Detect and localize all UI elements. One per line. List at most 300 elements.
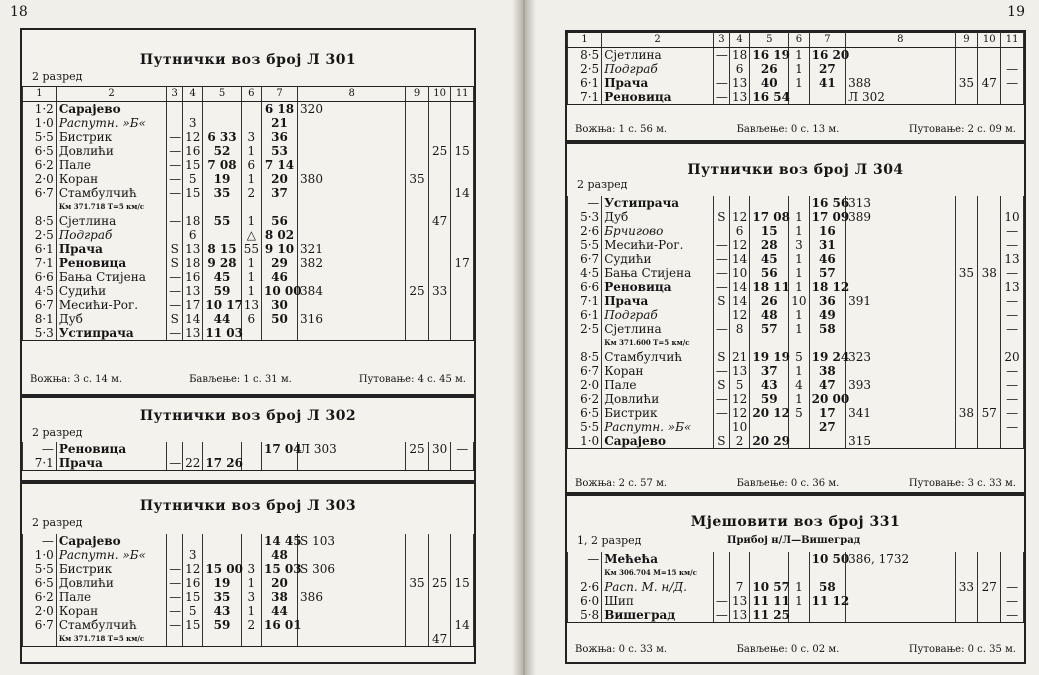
table-cell: 1 (789, 580, 810, 594)
table-row (23, 102, 474, 117)
table-cell (241, 456, 261, 471)
table-cell: 16 20 (809, 48, 845, 63)
table-cell: 4·5 (23, 284, 57, 298)
table-cell (789, 434, 810, 449)
table-cell (846, 608, 955, 623)
table-cell: 25 (406, 442, 429, 456)
table-cell: 58 (809, 580, 845, 594)
table-cell (789, 608, 810, 623)
station-name: Бања Стијена (56, 270, 166, 284)
table-cell (183, 534, 203, 548)
table-cell (451, 298, 474, 312)
table-cell: 1 (241, 270, 261, 284)
table-cell (809, 608, 845, 623)
table-cell (1001, 336, 1024, 350)
table-cell (451, 172, 474, 186)
table-cell: 50 (261, 312, 297, 326)
table-cell (406, 144, 429, 158)
station-name: Распутн. »Б« (56, 548, 166, 562)
stop-time: Бављење: 1 с. 31 м. (189, 374, 292, 385)
table-cell (978, 210, 1001, 224)
table-cell: 1 (789, 266, 810, 280)
table-cell: 56 (750, 266, 789, 280)
table-cell: — (167, 284, 183, 298)
table-cell: 6 18 (261, 102, 297, 117)
table-cell (451, 102, 474, 117)
table-row (568, 336, 1024, 350)
column-header: 9 (406, 87, 429, 102)
station-name: Км 306.704 M=15 км/с (602, 566, 714, 580)
table-cell: 18 12 (809, 280, 845, 294)
column-header: 9 (955, 33, 978, 48)
table-cell: 316 (298, 312, 406, 326)
station-name: Пале (56, 590, 166, 604)
table-cell (451, 590, 474, 604)
table-cell: — (1001, 420, 1024, 434)
table-cell (955, 378, 978, 392)
table-cell: — (167, 298, 183, 312)
table-cell: — (1001, 594, 1024, 608)
table-cell: 8·5 (23, 214, 57, 228)
table-cell: 27 (809, 62, 845, 76)
table-cell: — (167, 562, 183, 576)
station-name: Подграб (56, 228, 166, 242)
table-cell: 5·5 (568, 420, 602, 434)
train-class: 2 разред (32, 70, 83, 83)
table-cell: 6 (241, 158, 261, 172)
table-row (23, 312, 474, 326)
station-name: Дуб (56, 312, 166, 326)
table-cell: Л 303 (298, 442, 406, 456)
table-row (23, 130, 474, 144)
table-cell: 15 (750, 224, 789, 238)
table-cell: 12 (183, 562, 203, 576)
table-cell (406, 228, 429, 242)
table-cell (23, 632, 57, 647)
table-cell (428, 298, 451, 312)
table-cell: 2 (729, 434, 750, 449)
table-cell: 21 (261, 116, 297, 130)
table-cell: 3 (789, 238, 810, 252)
table-cell (809, 434, 845, 449)
station-name: Сјетлина (56, 214, 166, 228)
table-cell (203, 632, 241, 647)
table-cell: 20 12 (750, 406, 789, 420)
table-cell: 5 (183, 604, 203, 618)
table-cell: 19 (203, 576, 241, 590)
table-cell: 1 (789, 224, 810, 238)
table-cell: 13 (729, 364, 750, 378)
table-cell: 12 (183, 130, 203, 144)
table-cell: 1 (789, 308, 810, 322)
station-name: Судићи (602, 252, 714, 266)
table-cell (406, 298, 429, 312)
table-row (568, 294, 1024, 308)
station-name: Реновица (56, 256, 166, 270)
table-cell: — (1001, 76, 1024, 90)
table-cell (846, 336, 955, 350)
table-cell: 43 (203, 604, 241, 618)
table-row (23, 116, 474, 130)
table-cell: 13 (183, 284, 203, 298)
table-cell: S (167, 256, 183, 270)
table-cell (955, 90, 978, 105)
table-cell: — (167, 604, 183, 618)
table-cell: 5·3 (568, 210, 602, 224)
table-cell: 15 (451, 144, 474, 158)
table-cell: 14 45 (261, 534, 297, 548)
table-cell: 4 (789, 378, 810, 392)
table-cell: 1 (789, 392, 810, 406)
table-cell (955, 224, 978, 238)
table-cell: 11 11 (750, 594, 789, 608)
table-cell (955, 62, 978, 76)
table-cell: — (713, 90, 729, 105)
total-time: Путовање: 2 с. 09 м. (908, 124, 1016, 135)
table-cell: 7 14 (261, 158, 297, 172)
table-cell (428, 130, 451, 144)
table-cell: 6·5 (23, 144, 57, 158)
table-row (568, 280, 1024, 294)
table-row (23, 548, 474, 562)
table-cell (955, 552, 978, 566)
table-cell (568, 566, 602, 580)
table-cell: 6·6 (568, 280, 602, 294)
table-cell: 59 (203, 618, 241, 632)
table-cell: — (1001, 406, 1024, 420)
train-331-block (565, 494, 1026, 664)
table-cell: 386 (298, 590, 406, 604)
table-cell: 10 (789, 294, 810, 308)
table-row (23, 576, 474, 590)
table-cell (955, 350, 978, 364)
table-cell (428, 604, 451, 618)
table-cell: 15 (183, 618, 203, 632)
table-cell: 37 (261, 186, 297, 200)
table-cell (261, 200, 297, 214)
station-name: Сјетлина (602, 48, 714, 63)
table-cell: 47 (809, 378, 845, 392)
table-cell: 52 (203, 144, 241, 158)
table-cell: 5 (789, 350, 810, 364)
table-cell: — (167, 186, 183, 200)
train-class: 2 разред (577, 178, 628, 191)
table-cell: 5 (183, 172, 203, 186)
table-cell (428, 102, 451, 117)
table-cell: 56 (261, 214, 297, 228)
table-cell: 38 (261, 590, 297, 604)
table-cell (298, 298, 406, 312)
table-cell: 1 (789, 364, 810, 378)
table-cell: 26 (750, 62, 789, 76)
table-cell: 1 (789, 252, 810, 266)
table-cell: 20 00 (809, 392, 845, 406)
station-name: Прача (56, 456, 166, 471)
table-cell: 323 (846, 350, 955, 364)
table-row (23, 632, 474, 647)
table-cell: 40 (750, 76, 789, 90)
table-cell (846, 266, 955, 280)
table-cell: 37 (750, 364, 789, 378)
table-cell: 1·2 (23, 102, 57, 117)
table-cell: 7 08 (203, 158, 241, 172)
table-cell: 28 (750, 238, 789, 252)
station-name: Стамбулчић (56, 618, 166, 632)
station-name: Реновица (602, 90, 714, 105)
table-cell (241, 116, 261, 130)
table-cell (451, 456, 474, 471)
table-cell: 38 (978, 266, 1001, 280)
table-cell: 6·5 (568, 406, 602, 420)
column-header: 7 (261, 87, 297, 102)
table-cell: 382 (298, 256, 406, 270)
table-row (568, 224, 1024, 238)
table-cell: 2·0 (568, 378, 602, 392)
timetable-l303 (22, 534, 474, 647)
table-cell (428, 534, 451, 548)
run-time: Вожња: 1 с. 56 м. (575, 124, 668, 135)
table-cell: 25 (428, 576, 451, 590)
table-cell: 2·5 (23, 228, 57, 242)
table-cell: 6 (183, 228, 203, 242)
table-cell: — (1001, 308, 1024, 322)
table-cell: 6·7 (23, 298, 57, 312)
table-row (23, 228, 474, 242)
table-cell: — (713, 364, 729, 378)
table-cell: 14 (729, 280, 750, 294)
table-cell (978, 252, 1001, 266)
station-name: Шип (602, 594, 714, 608)
train-class: 2 разред (32, 516, 83, 529)
table-row (568, 552, 1024, 566)
table-cell: 41 (809, 76, 845, 90)
table-cell (203, 228, 241, 242)
table-cell (298, 604, 406, 618)
table-cell (298, 228, 406, 242)
table-cell: 1 (241, 172, 261, 186)
table-cell (1001, 48, 1024, 63)
table-cell: 30 (428, 442, 451, 456)
table-cell (955, 434, 978, 449)
timetable-331 (567, 552, 1024, 623)
table-cell (955, 210, 978, 224)
table-cell: 6·1 (568, 76, 602, 90)
total-time: Путовање: 3 с. 33 м. (908, 478, 1016, 489)
table-cell (750, 566, 789, 580)
table-cell: 6 33 (203, 130, 241, 144)
table-cell (451, 632, 474, 647)
table-cell: 5·5 (23, 562, 57, 576)
table-cell: 5·5 (568, 238, 602, 252)
table-cell (789, 336, 810, 350)
table-cell: 313 (846, 196, 955, 210)
table-cell: 48 (750, 308, 789, 322)
table-cell (203, 200, 241, 214)
table-cell: 35 (955, 76, 978, 90)
table-row (568, 594, 1024, 608)
table-cell (809, 90, 845, 105)
table-cell: 1 (241, 576, 261, 590)
run-time: Вожња: 0 с. 33 м. (575, 644, 668, 655)
table-cell (203, 116, 241, 130)
table-cell: 46 (261, 270, 297, 284)
table-cell (978, 608, 1001, 623)
table-cell (955, 196, 978, 210)
table-cell: 5·3 (23, 326, 57, 341)
table-cell (713, 62, 729, 76)
table-cell (729, 566, 750, 580)
column-header: 8 (298, 87, 406, 102)
table-cell (1001, 434, 1024, 449)
table-cell (167, 442, 183, 456)
table-cell (750, 336, 789, 350)
table-cell (713, 580, 729, 594)
table-cell (183, 200, 203, 214)
table-cell: 389 (846, 210, 955, 224)
timetable-footer (575, 478, 1016, 489)
table-cell (203, 102, 241, 117)
table-row (23, 326, 474, 341)
table-cell (451, 312, 474, 326)
table-cell: — (23, 442, 57, 456)
table-cell (955, 420, 978, 434)
table-cell: 8 (729, 322, 750, 336)
table-cell: 17 08 (750, 210, 789, 224)
table-cell (298, 158, 406, 172)
table-cell (978, 280, 1001, 294)
station-name: Брчигово (602, 224, 714, 238)
station-name: Коран (56, 172, 166, 186)
table-cell: 36 (261, 130, 297, 144)
table-cell: 1 (789, 280, 810, 294)
table-cell: 2·6 (568, 580, 602, 594)
station-name: Месићи-Рог. (602, 238, 714, 252)
table-cell: 13 (729, 76, 750, 90)
table-row (568, 392, 1024, 406)
table-cell: 14 (729, 294, 750, 308)
table-row (23, 214, 474, 228)
table-cell (451, 228, 474, 242)
table-cell: 57 (750, 322, 789, 336)
table-cell (241, 102, 261, 117)
table-cell (428, 242, 451, 256)
total-time: Путовање: 4 с. 45 м. (358, 374, 466, 385)
table-cell: 18 (729, 48, 750, 63)
table-cell (428, 228, 451, 242)
table-cell: S (713, 434, 729, 449)
table-cell: — (167, 144, 183, 158)
table-cell (750, 552, 789, 566)
table-cell (978, 224, 1001, 238)
table-cell: 13 (183, 242, 203, 256)
table-cell (183, 632, 203, 647)
total-time: Путовање: 0 с. 35 м. (908, 644, 1016, 655)
table-cell (406, 130, 429, 144)
table-cell: 44 (261, 604, 297, 618)
table-cell (846, 580, 955, 594)
table-cell (713, 224, 729, 238)
station-name: Вишеград (602, 608, 714, 623)
table-cell: 2·0 (23, 172, 57, 186)
table-cell: 7 (729, 580, 750, 594)
table-cell (978, 322, 1001, 336)
table-cell: — (713, 48, 729, 63)
table-row (568, 406, 1024, 420)
table-cell (750, 196, 789, 210)
table-cell: 57 (809, 266, 845, 280)
table-cell (978, 420, 1001, 434)
table-row (568, 210, 1024, 224)
table-cell (846, 308, 955, 322)
table-cell (955, 594, 978, 608)
table-cell: 10 50 (809, 552, 845, 566)
table-cell (789, 196, 810, 210)
table-cell: 6·0 (568, 594, 602, 608)
table-cell: 11 03 (203, 326, 241, 341)
table-cell: 6·7 (568, 364, 602, 378)
station-name: Реновица (602, 280, 714, 294)
table-cell: 8 02 (261, 228, 297, 242)
table-cell (451, 534, 474, 548)
station-name: Стамбулчић (602, 350, 714, 364)
station-name: Бистрик (602, 406, 714, 420)
table-cell: 14 (451, 186, 474, 200)
table-cell: 17 (183, 298, 203, 312)
table-row (568, 48, 1024, 63)
table-cell: 12 (729, 238, 750, 252)
table-row (568, 308, 1024, 322)
table-cell (955, 566, 978, 580)
table-cell (298, 200, 406, 214)
table-cell: 1 (241, 604, 261, 618)
table-row (23, 284, 474, 298)
table-cell (978, 350, 1001, 364)
table-cell: 20 (261, 576, 297, 590)
table-cell (428, 186, 451, 200)
table-cell: 16 19 (750, 48, 789, 63)
train-title: Путнички воз број Л 304 (687, 162, 904, 178)
table-cell: 1 (789, 594, 810, 608)
table-row (568, 608, 1024, 623)
table-cell (167, 632, 183, 647)
train-class: 1, 2 разред (577, 534, 642, 547)
table-cell: 1·0 (23, 548, 57, 562)
table-row (23, 158, 474, 172)
table-cell: 11 25 (750, 608, 789, 623)
table-cell: — (713, 392, 729, 406)
table-cell: 7·1 (23, 456, 57, 471)
column-header: 3 (713, 33, 729, 48)
table-row (23, 590, 474, 604)
table-cell: 48 (261, 548, 297, 562)
table-cell (809, 566, 845, 580)
table-cell: — (1001, 62, 1024, 76)
table-cell: 55 (203, 214, 241, 228)
table-cell: 14 (729, 252, 750, 266)
table-cell: 10 57 (750, 580, 789, 594)
table-cell (406, 102, 429, 117)
table-cell: 17 09 (809, 210, 845, 224)
table-cell: 10 00 (261, 284, 297, 298)
table-cell (978, 552, 1001, 566)
station-name: Устипрача (56, 326, 166, 341)
table-cell: 393 (846, 378, 955, 392)
table-cell: 20 (261, 172, 297, 186)
table-cell (203, 534, 241, 548)
table-cell: 6·5 (23, 576, 57, 590)
table-row (23, 618, 474, 632)
table-cell (167, 534, 183, 548)
